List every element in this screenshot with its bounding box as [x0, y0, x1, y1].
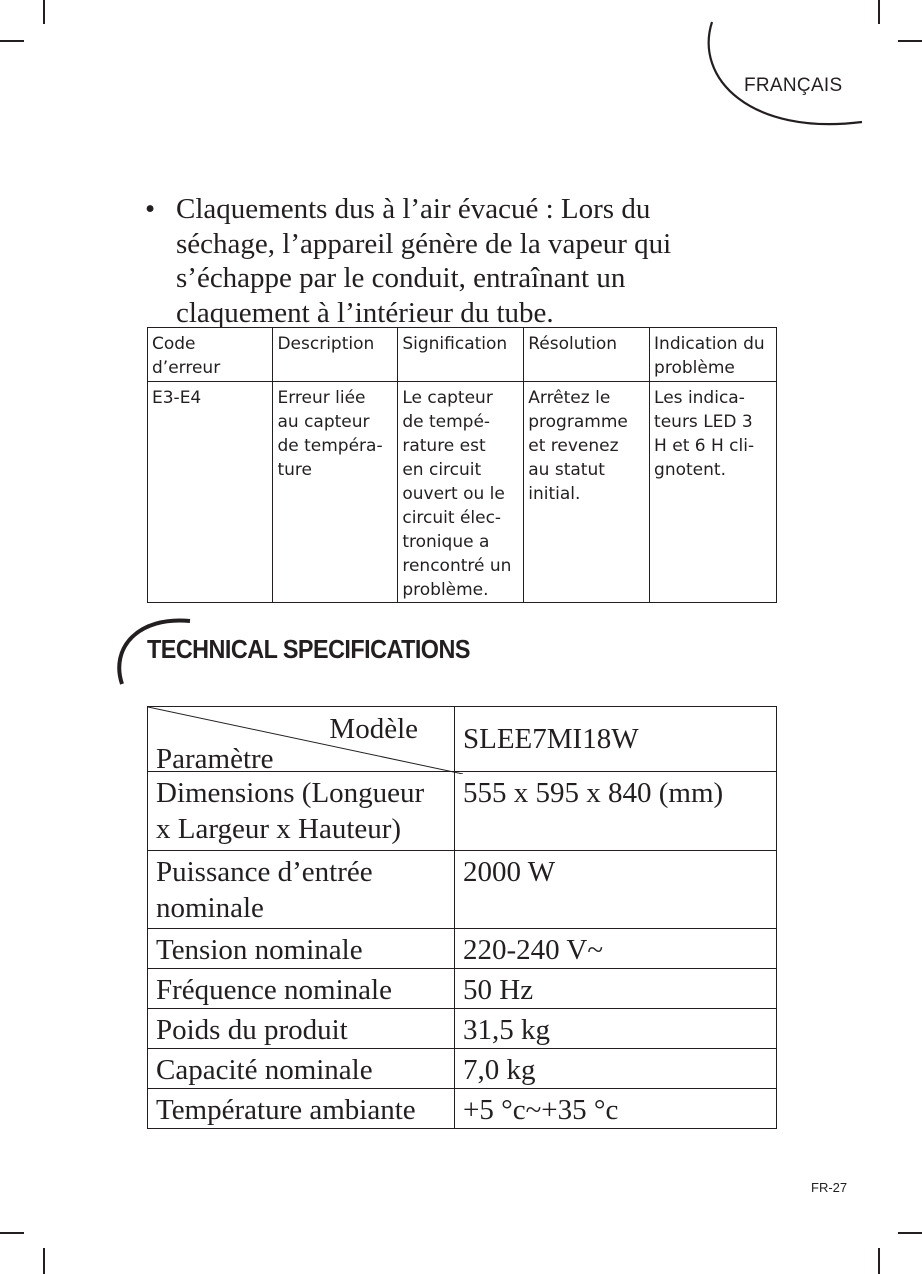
header-model-label: Modèle: [329, 713, 418, 745]
spec-value: 2000 W: [455, 851, 777, 929]
bullet-line: claquement à l’intérieur du tube.: [176, 296, 554, 329]
crop-mark-bottom-right-v: [878, 1248, 880, 1274]
table-row: [148, 929, 777, 969]
spec-param: Fréquence nominale: [148, 969, 455, 1009]
bullet-line: Claquements dus à l’air évacué : Lors du: [176, 193, 651, 225]
cell-signification: Le capteur de tempé- rature est en circuit ouvert ou le circuit élec- tronique a rencontré un problème.: [398, 382, 524, 603]
spec-value: 7,0 kg: [455, 1049, 777, 1089]
table-row: [148, 1009, 777, 1049]
table-row: [148, 772, 777, 851]
spec-param: Capacité nominale: [148, 1049, 455, 1089]
header-description: Description: [273, 328, 398, 382]
header-param-label: Paramètre: [156, 743, 274, 775]
specifications-table: [147, 706, 777, 1129]
spec-param: Tension nominale: [148, 929, 455, 969]
spec-value: 31,5 kg: [455, 1009, 777, 1049]
spec-value: 50 Hz: [455, 969, 777, 1009]
header-code: Code d’erreur: [148, 328, 273, 382]
cell-resolution: Arrêtez le programme et revenez au statut initial.: [524, 382, 650, 603]
cell-description: Erreur liée au capteur de tempéra- ture: [273, 382, 398, 603]
header-signification: Signification: [398, 328, 524, 382]
crop-mark-bottom-left-h: [0, 1232, 24, 1234]
crop-mark-top-left-v: [43, 0, 45, 24]
spec-header-diagonal-cell: [148, 707, 455, 775]
cell-code: E3-E4: [148, 382, 273, 603]
table-row: [148, 382, 777, 603]
spec-param: Dimensions (Longueur x Largeur x Hauteur): [148, 772, 455, 851]
spec-param: Puissance d’entrée nominale: [148, 851, 455, 929]
spec-param: Température ambiante: [148, 1089, 455, 1129]
table-row: [148, 1049, 777, 1089]
error-table-header-row: [148, 328, 777, 382]
header-indication: Indication du problème: [650, 328, 777, 382]
cell-indication: Les indica- teurs LED 3 H et 6 H cli- gnotent.: [650, 382, 777, 603]
spec-value: +5 °c~+35 °c: [455, 1089, 777, 1129]
error-code-table: [147, 327, 777, 603]
crop-mark-top-right-h: [898, 40, 922, 42]
table-row: [148, 851, 777, 929]
bullet-line: s’échappe par le conduit, entraînant un: [176, 262, 626, 294]
table-row: [148, 1089, 777, 1129]
bullet-text: [176, 192, 746, 330]
header-resolution: Résolution: [524, 328, 650, 382]
crop-mark-bottom-right-h: [898, 1232, 922, 1234]
spec-header-row: [148, 707, 777, 772]
table-row: [148, 969, 777, 1009]
spec-value: 220-240 V~: [455, 929, 777, 969]
spec-value: 555 x 595 x 840 (mm): [455, 772, 777, 851]
bullet-line: séchage, l’appareil génère de la vapeur qui: [176, 227, 672, 260]
model-value: SLEE7MI18W: [455, 707, 777, 772]
crop-mark-top-right-v: [878, 0, 880, 24]
page-number: FR-27: [811, 1180, 848, 1195]
bullet-symbol: •: [145, 193, 156, 225]
section-title: TECHNICAL SPECIFICATIONS: [147, 634, 470, 664]
crop-mark-top-left-h: [0, 40, 24, 42]
spec-param: Poids du produit: [148, 1009, 455, 1049]
language-label: FRANÇAIS: [744, 75, 843, 96]
crop-mark-bottom-left-v: [43, 1248, 45, 1274]
